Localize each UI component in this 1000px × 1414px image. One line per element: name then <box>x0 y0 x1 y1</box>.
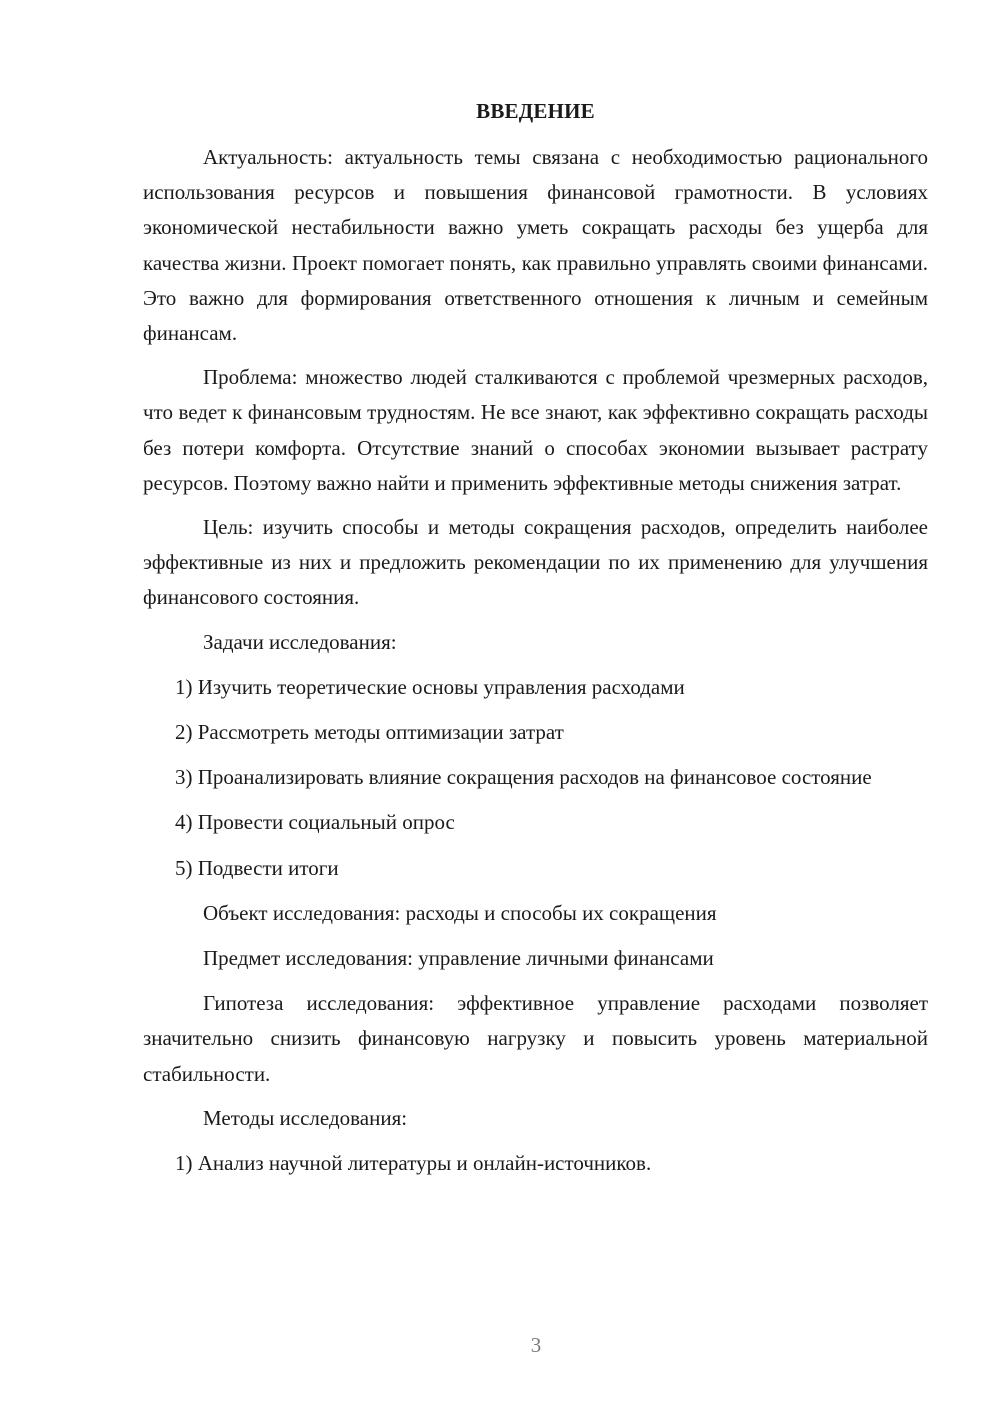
task-item-3: 3) Проанализировать влияние сокращения расходов на финансовое состояние <box>175 765 872 790</box>
task-item-5: 5) Подвести итоги <box>175 855 339 880</box>
method-item-1: 1) Анализ научной литературы и онлайн-источников. <box>175 1151 652 1176</box>
page-number: 3 <box>530 1333 542 1357</box>
task-item-1: 1) Изучить теоретические основы управления расходами <box>175 674 685 699</box>
goal-paragraph: Цель: изучить способы и методы сокращения расходов, определить наиболее эффективные из них и предложить рекомендации по их применению для улучшения финансового состояния. <box>143 515 928 610</box>
relevance-paragraph: Актуальность: актуальность темы связана с необходимостью рационального использования ресурсов и повышения финансовой грамотности. В условиях экономической нестабильности важно уметь сокращать расходы без ущерба для качества жизни. Проект помогает понять, как правильно управлять своими финансами. Это важно для формирования ответственного отношения к личным и семейным финансам. <box>143 145 928 346</box>
section-title: ВВЕДЕНИЕ <box>476 99 595 123</box>
tasks-heading: Задачи исследования: <box>203 629 397 654</box>
methods-heading: Методы исследования: <box>203 1105 408 1130</box>
task-item-4: 4) Провести социальный опрос <box>175 810 455 835</box>
task-item-2: 2) Рассмотреть методы оптимизации затрат <box>175 720 564 745</box>
problem-paragraph: Проблема: множество людей сталкиваются с проблемой чрезмерных расходов, что ведет к финансовым трудностям. Не все знают, как эффективно сокращать расходы без потери комфорта. Отсутствие знаний о способах экономии вызывает растрату ресурсов. Поэтому важно найти и применить эффективные методы снижения затрат. <box>143 365 928 495</box>
hypothesis-paragraph: Гипотеза исследования: эффективное управление расходами позволяет значительно снизить финансовую нагрузку и повысить уровень материальной стабильности. <box>143 991 928 1086</box>
object-line: Объект исследования: расходы и способы их сокращения <box>203 900 717 925</box>
document-page <box>143 96 928 1191</box>
subject-line: Предмет исследования: управление личными финансами <box>203 946 714 971</box>
